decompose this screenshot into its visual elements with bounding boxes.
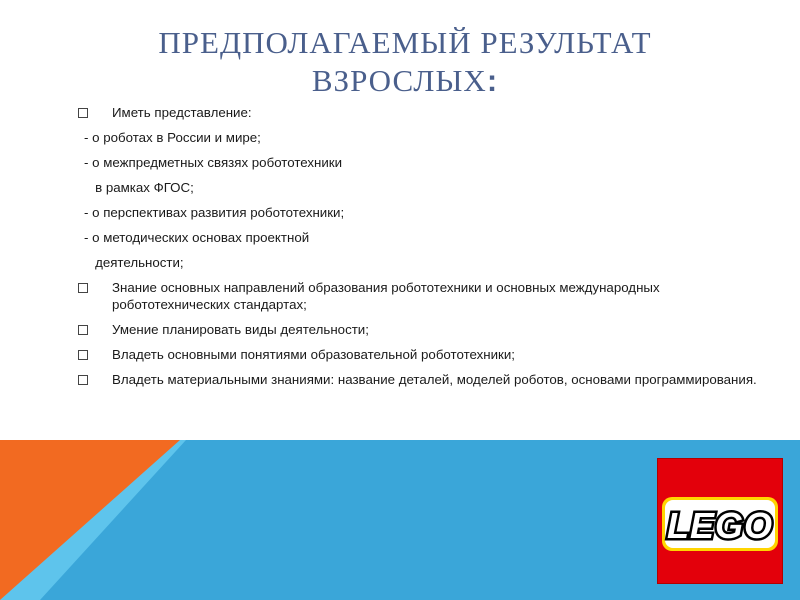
bullet-item [78, 321, 778, 338]
title-line-1: ПРЕДПОЛАГАЕМЫЙ РЕЗУЛЬТАТ [158, 25, 652, 60]
bullet-item [78, 104, 778, 121]
title-line-2 [60, 62, 750, 100]
sub-item: - о роботах в России и мире; [84, 130, 261, 145]
bullet-text: Умение планировать виды деятельности; [112, 322, 369, 337]
checkbox-bullet-icon [78, 325, 88, 335]
checkbox-bullet-icon [78, 283, 88, 293]
sub-item: - о перспективах развития робототехники; [84, 205, 345, 220]
lego-logo [657, 458, 783, 584]
sub-item: - о межпредметных связях робототехники [84, 155, 343, 170]
bullet-item [78, 346, 778, 363]
sub-item: в рамках ФГОС; [84, 180, 194, 195]
bullet-text: Владеть материальными знаниями: название деталей, моделей роботов, основами программирования. [112, 372, 757, 387]
logo-text: LEGO [666, 505, 774, 546]
checkbox-bullet-icon [78, 350, 88, 360]
slide-content [78, 104, 778, 396]
bullet-item [78, 371, 778, 388]
bullet-text: Знание основных направлений образования робототехники и основных международных робототехнических стандартах; [112, 280, 660, 312]
slide-title [60, 24, 750, 100]
checkbox-bullet-icon [78, 108, 88, 118]
checkbox-bullet-icon [78, 375, 88, 385]
title-line-2-text: ВЗРОСЛЫХ [311, 63, 487, 98]
bullet-item [78, 279, 778, 313]
sub-item: деятельности; [84, 255, 184, 270]
bullet-text: Владеть основными понятиями образовательной робототехники; [112, 347, 515, 362]
bullet-text: Иметь представление: [112, 105, 252, 120]
title-colon: : [486, 63, 499, 98]
lego-logo-mark [658, 459, 782, 583]
sub-item: - о методических основах проектной [84, 230, 310, 245]
